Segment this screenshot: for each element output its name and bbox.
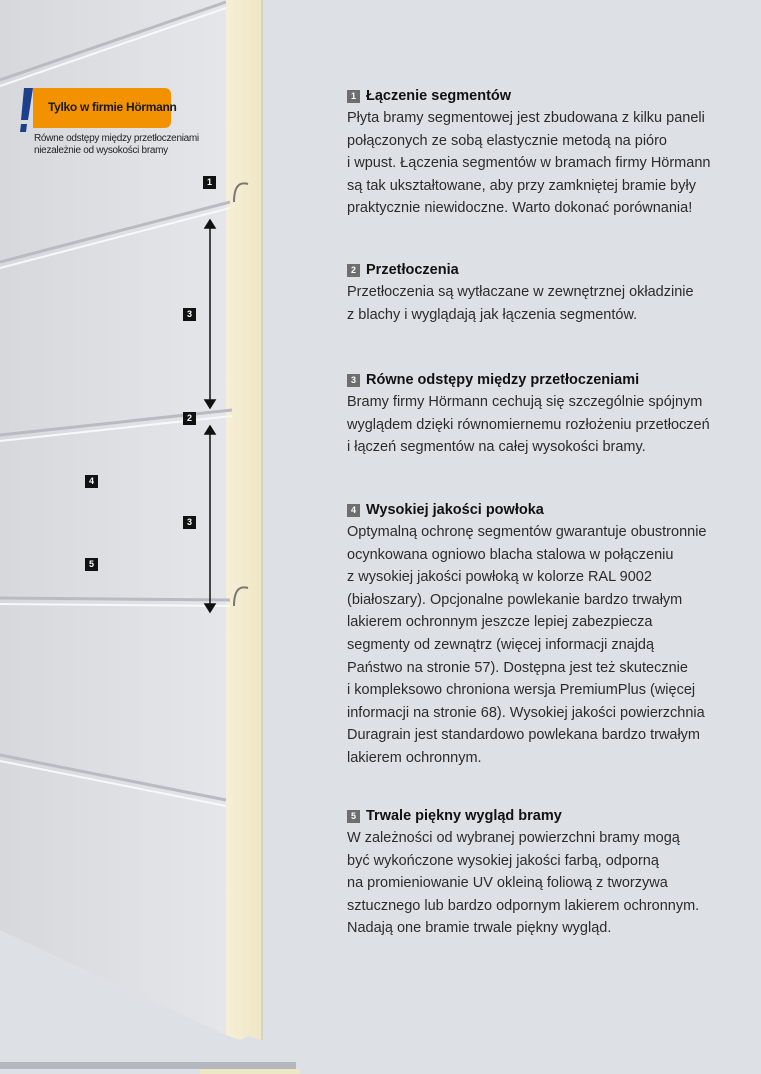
section-title: Równe odstępy między przetłoczeniami — [366, 372, 640, 388]
section-number: 4 — [347, 504, 360, 517]
section-body — [347, 107, 747, 220]
section-title: Łączenie segmentów — [366, 88, 512, 104]
body-line: Bramy firmy Hörmann cechują się szczególnie spójnym — [347, 394, 703, 410]
section-heading — [347, 259, 747, 281]
marker-3b: 3 — [183, 516, 196, 529]
body-line: lakierem ochronnym. — [347, 749, 482, 766]
body-line: (białoszary). Opcjonalne powlekanie bardzo trwałym — [347, 591, 683, 608]
badge-note — [34, 133, 199, 157]
badge-note-line: Równe odstępy między przetłoczeniami — [34, 133, 199, 144]
section-lasting-look — [347, 805, 747, 940]
door-panel-illustration — [0, 0, 300, 1074]
badge-note-line: niezależnie od wysokości bramy — [34, 145, 168, 156]
marker-3: 3 — [183, 308, 196, 321]
section-body — [347, 281, 747, 326]
section-heading — [347, 85, 747, 107]
body-line: Optymalną ochronę segmentów gwarantuje obustronnie — [347, 524, 707, 540]
body-line: wyglądem dzięki równomiernemu rozłożeniu przetłoczeń — [347, 416, 710, 433]
marker-5: 5 — [85, 558, 98, 571]
section-coating — [347, 499, 747, 770]
section-heading — [347, 369, 747, 391]
section-segment-joints — [347, 85, 747, 220]
body-line: segmenty od zewnątrz (więcej informacji znajdą — [347, 636, 655, 653]
exclamation-icon — [19, 88, 33, 132]
body-line: połączonych ze sobą elastycznie metodą na pióro — [347, 132, 667, 149]
foam-core — [226, 0, 262, 1040]
section-equal-spacing — [347, 369, 747, 459]
section-heading — [347, 805, 747, 827]
body-line: i kompleksowo chroniona wersja PremiumPlus (więcej — [347, 682, 696, 699]
body-line: praktycznie niewidoczne. Warto dokonać porównania! — [347, 200, 693, 217]
badge-title: Tylko w firmie Hörmann — [48, 100, 177, 114]
body-line: być wykończone wysokiej jakości farbą, odporną — [347, 852, 659, 869]
body-line: i wpust. Łączenia segmentów w bramach firmy Hörmann — [347, 155, 711, 172]
section-title: Trwale piękny wygląd bramy — [366, 808, 562, 824]
section-body — [347, 391, 747, 459]
section-number: 2 — [347, 264, 360, 277]
section-number: 5 — [347, 810, 360, 823]
body-line: Przetłoczenia są wytłaczane w zewnętrznej okładzinie — [347, 284, 694, 300]
body-line: z wysokiej jakości powłoką w kolorze RAL 9002 — [347, 569, 652, 586]
body-line: z blachy i wyglądają jak łączenia segmentów. — [347, 306, 638, 323]
body-line: Nadają one bramie trwale piękny wygląd. — [347, 920, 612, 937]
marker-2: 2 — [183, 412, 196, 425]
marker-4: 4 — [85, 475, 98, 488]
body-line: lakierem ochronnym jeszcze lepiej zabezpiecza — [347, 614, 653, 631]
section-body — [347, 827, 747, 940]
marker-1: 1 — [203, 176, 216, 189]
body-line: sztucznego lub bardzo odpornym lakierem ochronnym. — [347, 897, 700, 914]
body-line: Duragrain jest standardowo powlekana bardzo trwałym — [347, 727, 701, 744]
body-line: są tak ukształtowane, aby przy zamkniętej bramie były — [347, 177, 696, 194]
section-body — [347, 521, 747, 770]
body-line: na promieniowanie UV okleiną foliową z tworzywa — [347, 875, 668, 892]
section-embossing — [347, 259, 747, 326]
section-number: 3 — [347, 374, 360, 387]
section-title: Wysokiej jakości powłoka — [366, 502, 544, 518]
section-heading — [347, 499, 747, 521]
body-line: i łączeń segmentów na całej wysokości bramy. — [347, 439, 646, 456]
body-line: Płyta bramy segmentowej jest zbudowana z kilku paneli — [347, 110, 705, 126]
body-line: informacji na stronie 68). Wysokiej jakości powierzchnia — [347, 704, 705, 721]
section-number: 1 — [347, 90, 360, 103]
body-line: W zależności od wybranej powierzchni bramy mogą — [347, 830, 680, 846]
body-line: ocynkowana ogniowo blacha stalowa w połączeniu — [347, 546, 674, 563]
section-title: Przetłoczenia — [366, 262, 459, 278]
body-line: Państwo na stronie 57). Dostępna jest też skutecznie — [347, 659, 688, 676]
